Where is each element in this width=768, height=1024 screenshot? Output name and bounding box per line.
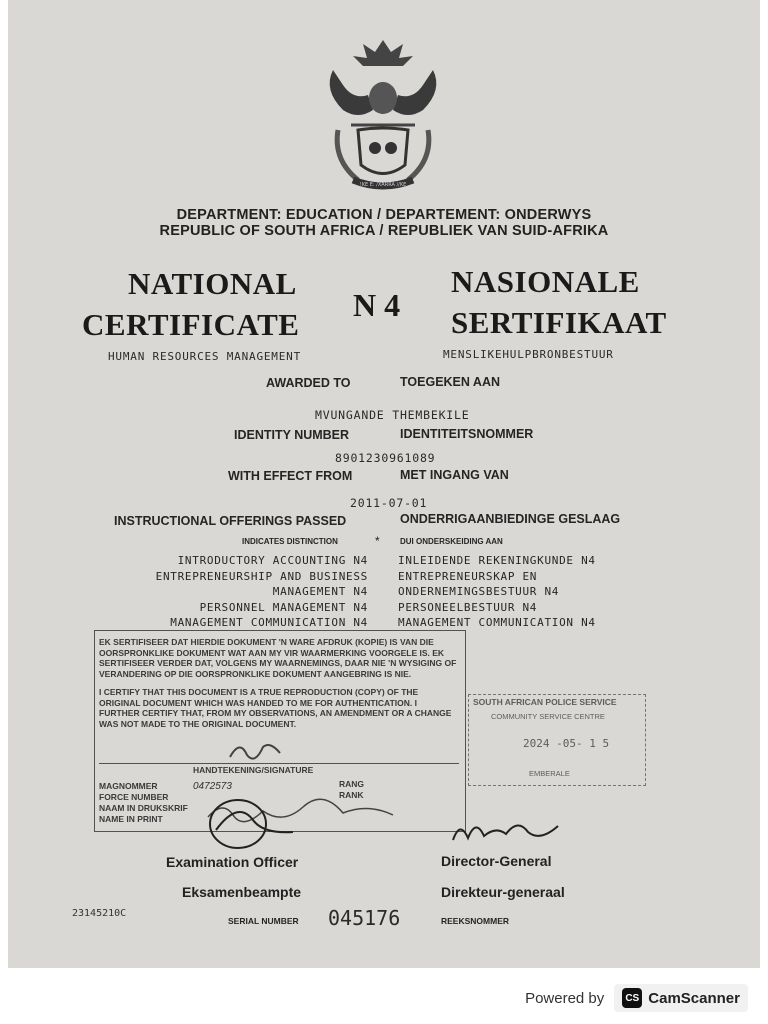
- stamp-afrikaans-text: EK SERTIFISEER DAT HIERDIE DOKUMENT 'N WARE AFDRUK (KOPIE) IS VAN DIE OORSPRONKLIKE DOKUMENT WAT AAN MY VIR WAARMERKING VOORGELE IS. EK SERTIFISEER VERDER DAT, VOLGENS MY WAARNEMINGS, DAAR NIE 'N WYSIGING OF VERANDERING OP DIE OORSPRONKLIKE DOKUMENT AANGEBRING IS NIE.: [99, 637, 457, 679]
- list-item: INLEIDENDE REKENINGKUNDE N4: [398, 554, 596, 567]
- level-n4: N 4: [353, 287, 401, 323]
- police-stamp-date: 2024 -05- 1 5: [523, 737, 610, 750]
- list-item: MANAGEMENT COMMUNICATION N4: [398, 616, 596, 629]
- police-stamp-subheader: COMMUNITY SERVICE CENTRE: [491, 712, 605, 721]
- subjects-afrikaans: [398, 553, 596, 631]
- list-item: MANAGEMENT N4: [272, 585, 368, 598]
- director-general-label-en: Director-General: [441, 853, 552, 869]
- scanned-certificate: [8, 0, 760, 968]
- offerings-label-af: ONDERRIGAANBIEDINGE GESLAAG: [400, 512, 621, 526]
- powered-by-label: Powered by: [525, 989, 605, 1007]
- camscanner-brand[interactable]: [614, 984, 748, 1012]
- title-certificate: CERTIFICATE: [82, 307, 300, 342]
- awardee-name: MVUNGANDE THEMBEKILE: [315, 408, 470, 422]
- police-stamp: [468, 694, 646, 786]
- camscanner-footer: [525, 984, 748, 1012]
- stamp-name-label: NAAM IN DRUKSKRIF NAME IN PRINT: [99, 803, 188, 824]
- list-item: PERSONNEL MANAGEMENT N4: [199, 600, 368, 614]
- list-item: PERSONEELBESTUUR N4: [398, 600, 538, 614]
- camscanner-logo-icon: CS: [622, 988, 642, 1008]
- subjects-english: [156, 553, 368, 631]
- examination-officer-label-en: Examination Officer: [166, 854, 299, 870]
- distinction-label-en: INDICATES DISTINCTION: [242, 537, 338, 546]
- offerings-label-en: INSTRUCTIONAL OFFERINGS PASSED: [114, 514, 347, 528]
- effect-label-af: MET INGANG VAN: [400, 468, 509, 482]
- title-sertifikaat: SERTIFIKAAT: [451, 305, 667, 340]
- stamp-force-number-label: MAGNOMMER FORCE NUMBER: [99, 781, 169, 802]
- effect-date: 2011-07-01: [350, 496, 428, 510]
- camscanner-label: CamScanner: [648, 989, 740, 1007]
- stamp-signature-icon: [225, 737, 285, 765]
- list-item: ENTREPRENEURSKAP EN: [398, 569, 538, 583]
- stamp-force-number-value: 0472573: [193, 781, 232, 792]
- field-english: HUMAN RESOURCES MANAGEMENT: [108, 350, 301, 363]
- police-stamp-station: EMBERALE: [529, 769, 570, 778]
- title-nasionale: NASIONALE: [451, 264, 640, 299]
- awarded-label-en: AWARDED TO: [266, 376, 351, 390]
- republic-line: REPUBLIC OF SOUTH AFRICA / REPUBLIEK VAN SUID-AFRIKA: [159, 223, 609, 239]
- list-item: ONDERNEMINGSBESTUUR N4: [398, 585, 560, 598]
- examination-officer-signature-icon: [198, 790, 308, 855]
- stamp-rank-label: RANG RANK: [339, 779, 365, 800]
- list-item: MANAGEMENT COMMUNICATION N4: [170, 616, 368, 629]
- identity-number: 8901230961089: [335, 451, 436, 465]
- stamp-english-text: I CERTIFY THAT THIS DOCUMENT IS A TRUE REPRODUCTION (COPY) OF THE ORIGINAL DOCUMENT WHICH WAS HANDED TO ME FOR AUTHENTICATION. I FURTHER CERTIFY THAT, FROM MY OBSERVATIONS, AN AMENDMENT OR A CHANGE WAS NOT MADE TO THE ORIGINAL DOCUMENT.: [99, 687, 452, 729]
- serial-number-label-af: REEKSNOMMER: [441, 916, 510, 926]
- director-general-signature-icon: [448, 812, 568, 852]
- list-item: ENTREPRENEURSHIP AND BUSINESS: [155, 569, 368, 583]
- department-line: DEPARTMENT: EDUCATION / DEPARTEMENT: ONDERWYS: [176, 207, 592, 223]
- svg-text:!KE E: /XARRA //KE: !KE E: /XARRA //KE: [359, 182, 407, 188]
- serial-number-label-en: SERIAL NUMBER: [228, 916, 299, 926]
- police-stamp-header: SOUTH AFRICAN POLICE SERVICE: [473, 697, 617, 707]
- stamp-signature-label: HANDTEKENING/SIGNATURE: [193, 765, 314, 775]
- distinction-label-af: DUI ONDERSKEIDING AAN: [400, 537, 503, 546]
- stamp-divider: [99, 763, 459, 764]
- list-item: INTRODUCTORY ACCOUNTING N4: [177, 554, 368, 567]
- director-general-label-af: Direkteur-generaal: [441, 884, 565, 900]
- coat-of-arms-icon: [313, 30, 453, 195]
- awarded-label-af: TOEGEKEN AAN: [400, 375, 501, 389]
- identity-label-en: IDENTITY NUMBER: [234, 428, 350, 442]
- field-afrikaans: MENSLIKEHULPBRONBESTUUR: [443, 348, 614, 361]
- document-code: 23145210C: [72, 908, 127, 919]
- distinction-star-icon: *: [375, 534, 380, 548]
- examination-officer-label-af: Eksamenbeampte: [182, 884, 302, 900]
- effect-label-en: WITH EFFECT FROM: [228, 469, 353, 483]
- title-national: NATIONAL: [128, 266, 297, 301]
- identity-label-af: IDENTITEITSNOMMER: [400, 427, 534, 441]
- serial-number: 045176: [328, 906, 401, 930]
